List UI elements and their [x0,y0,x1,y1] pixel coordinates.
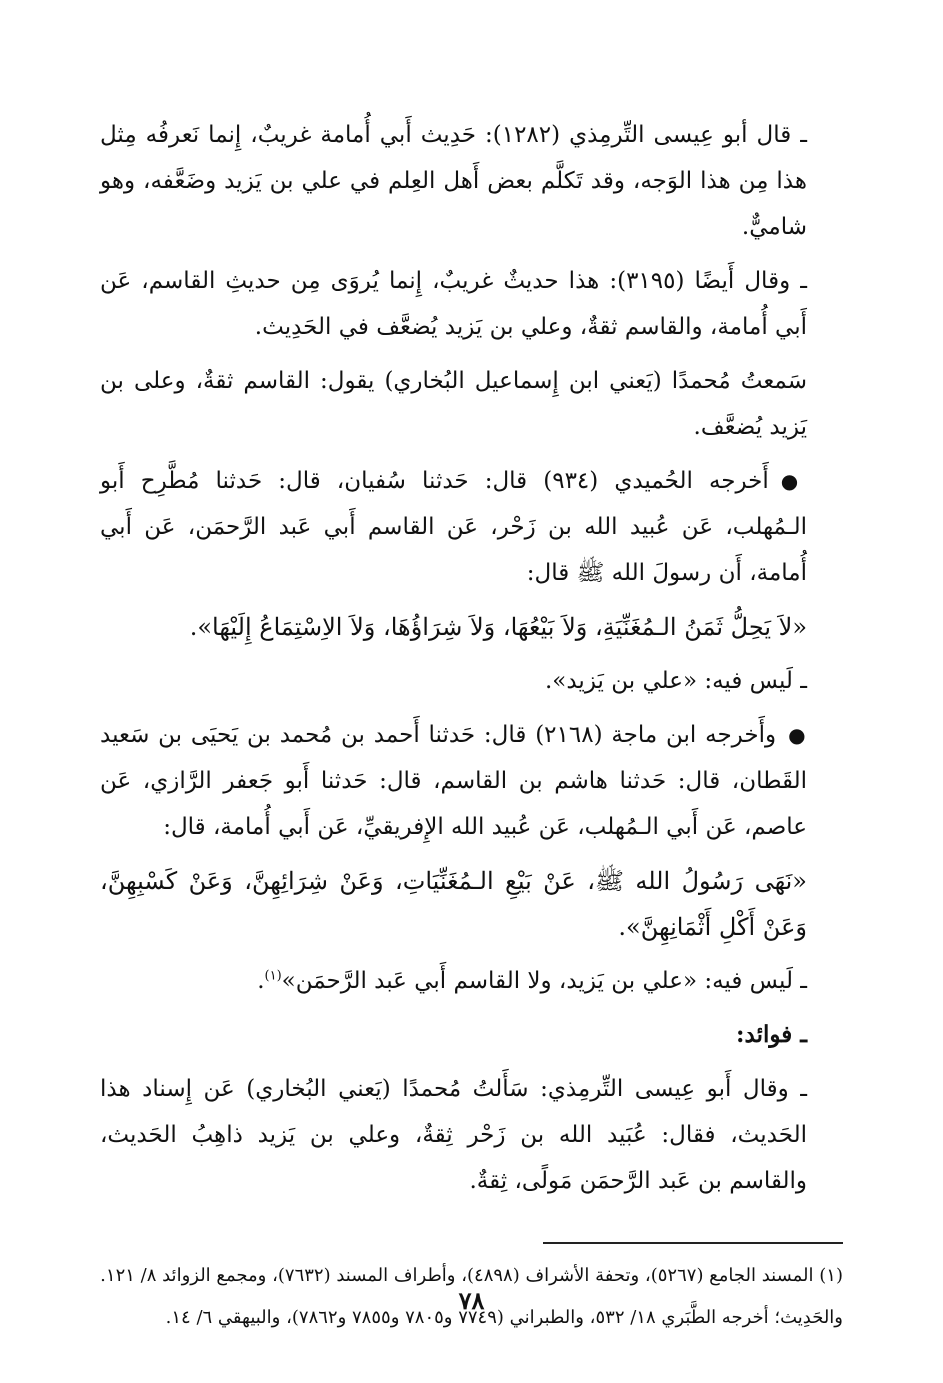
note-missing-narrator-2 [100,958,843,1004]
section-heading-benefits: ـ فوائد: [736,1021,807,1048]
paragraph-tirmidhi-1: ـ قال أبو عِيسى التِّرمِذي (١٢٨٢): حَدِيث أَبي أُمامة غريبٌ، إِنما نَعرفُه مِثل هذا مِن هذا الوَجه، وقد تَكلَّم بعض أَهل العِلم في علي بن يَزيد وضَعَّفه، وهو شاميٌّ. [100,122,807,240]
footnote-1: (١) المسند الجامع (٥٢٦٧)، وتحفة الأشراف (٤٨٩٨)، وأطراف المسند (٧٦٣٢)، ومجمع الزوائد ٨/ ١٢١. [100,1265,843,1286]
note-missing-narrator-2-text: ـ لَيس فيه: «علي بن يَزيد، ولا القاسم أَبي عَبد الرَّحمَن» [281,968,807,994]
paragraph-humaydi [100,458,843,596]
page-number: ٧٨ [458,1286,485,1315]
paragraph-humaydi-text: أَخرجه الحُميدي (٩٣٤) قال: حَدثنا سُفيان، قال: حَدثنا مُطَّرِح أَبو الـمُهلب، عَن عُبيد الله بن زَحْر، عَن القاسم أَبي عَبد الرَّحمَن، عَن أَبي أُمامة، أَن رسولَ الله ﷺ قال: [100,468,807,586]
paragraph-tirmidhi-2: ـ وقال أَيضًا (٣١٩٥): هذا حديثٌ غريبٌ، إِنما يُروَى مِن حديثِ القاسم، عَن أَبي أُمامة، والقاسم ثقةٌ، وعلي بن يَزيد يُضعَّف في الحَدِيث. [100,268,807,340]
paragraph-ibn-majah [100,712,843,850]
bullet-icon: ● [780,469,808,493]
note-end-punct: . [257,968,265,994]
hadith-text-1: «لاَ يَحِلُّ ثَمَنُ الـمُغَنِّيَةِ، وَلاَ بَيْعُهَا، وَلاَ شِرَاؤُهَا، وَلاَ الاِسْتِمَاعُ إِلَيْهَا». [189,613,807,641]
paragraph-ibn-majah-text: وأَخرجه ابن ماجة (٢١٦٨) قال: حَدثنا أَحمد بن مُحمد بن يَحيَى بن سَعيد القَطان، قال: حَدثنا هاشم بن القاسم، قال: حَدثنا أَبو جَعفر الرَّازي، عَن عاصم، عَن أَبي الـمُهلب، عَن عُبيد الله الإِفريقيِّ، عَن أَبي أُمامة، قال: [100,722,807,840]
paragraph-tirmidhi-3: ـ وقال أَبو عِيسى التِّرمِذي: سَأَلتُ مُحمدًا (يَعني البُخاري) عَن إِسناد هذا الحَديث، فقال: عُبَيد الله بن زَحْر ثِقةٌ، وعلي بن يَزيد ذاهِبُ الحَديث، والقاسم بن عَبد الرَّحمَن مَولًى، ثِقةٌ. [100,1076,807,1194]
footnote-2: والحَدِيث؛ أخرجه الطَّبَري ١٨/ ٥٣٢، والطبراني (٧٧٤٩ و٧٨٠٥ و٧٨٥٥ و٧٨٦٢)، والبيهقي ٦/ ١٤. [165,1307,843,1328]
footnote-marker[interactable]: (١) [264,968,282,984]
bullet-icon: ● [788,723,808,747]
paragraph-bukhari-quote: سَمعتُ مُحمدًا (يَعني ابن إِسماعيل البُخاري) يقول: القاسم ثقةٌ، وعلى بن يَزيد يُضعَّف. [100,368,807,440]
note-missing-narrator-1: ـ لَيس فيه: «علي بن يَزيد». [544,668,807,694]
hadith-text-2: «نَهَى رَسُولُ الله ﷺ، عَنْ بَيْعِ الـمُغَنِّيَاتِ، وَعَنْ شِرَائِهِنَّ، وَعَنْ كَسْبِهِنَّ، وَعَنْ أَكْلِ أَثْمَانِهِنَّ». [100,867,807,941]
footnote-divider [543,1242,843,1244]
